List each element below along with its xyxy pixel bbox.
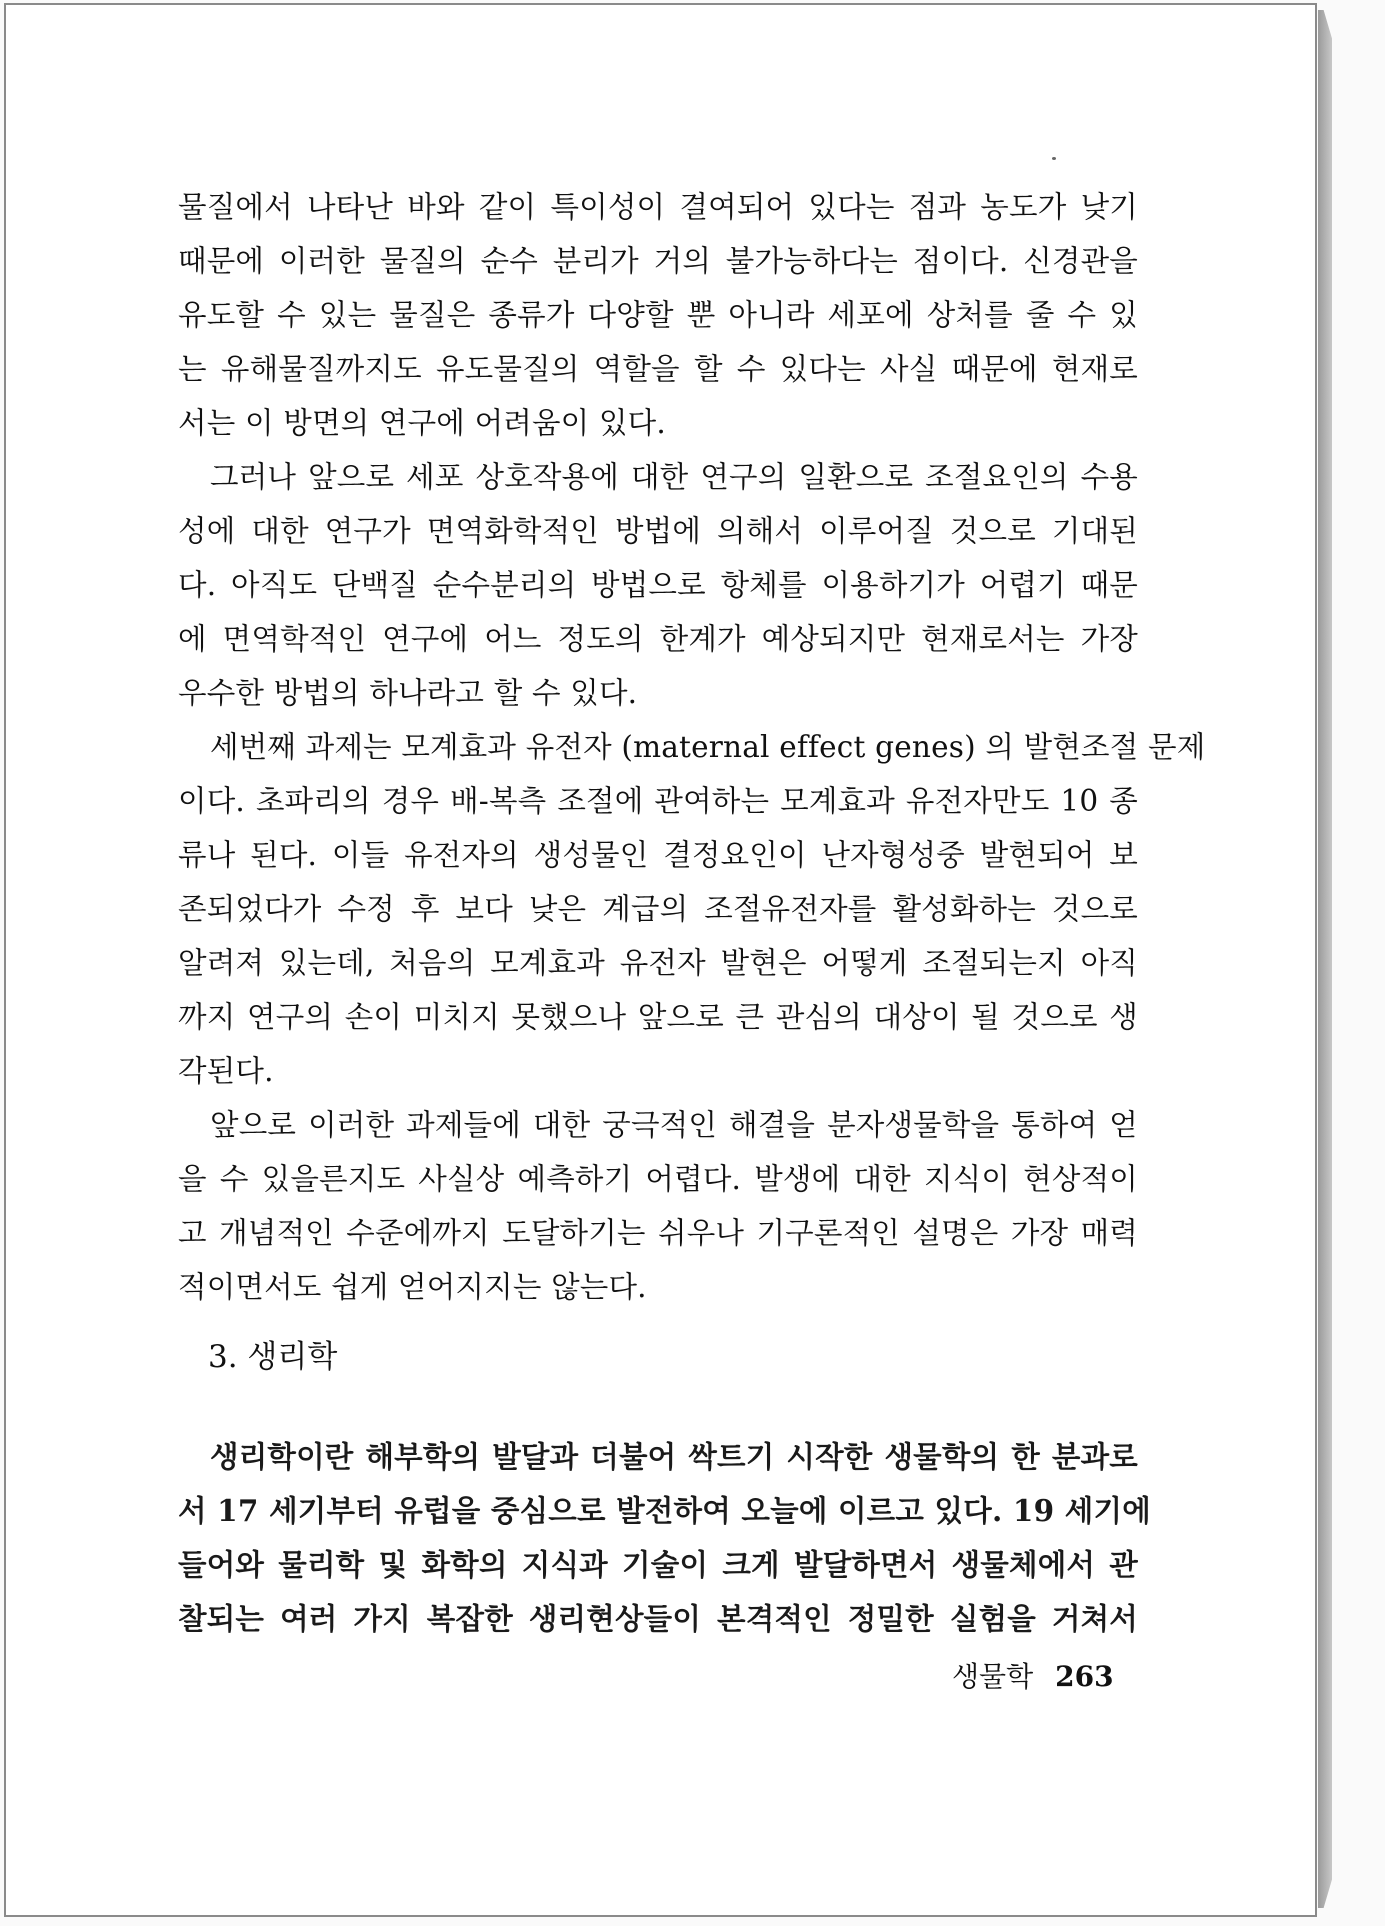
section-paragraph	[178, 1430, 1151, 1646]
page-footer	[952, 1650, 1114, 1704]
print-speck	[1052, 157, 1056, 160]
text-line: 다. 아직도 단백질 순수분리의 방법으로 항체를 이용하기가 어렵기 때문	[178, 568, 1138, 602]
text-line: 물질에서 나타난 바와 같이 특이성이 결여되어 있다는 점과 농도가 낮기	[178, 190, 1138, 224]
text-line: 까지 연구의 손이 미치지 못했으나 앞으로 큰 관심의 대상이 될 것으로 생	[178, 1000, 1138, 1034]
text-line: 서 17 세기부터 유럽을 중심으로 발전하여 오늘에 이르고 있다. 19 세기에	[178, 1493, 1151, 1528]
paragraph-2	[178, 450, 1138, 720]
text-line: 알려져 있는데, 처음의 모계효과 유전자 발현은 어떻게 조절되는지 아직	[178, 946, 1138, 980]
text-line: 이다. 초파리의 경우 배-복측 조절에 관여하는 모계효과 유전자만도 10 종	[178, 784, 1138, 818]
text-line: 들어와 물리학 및 화학의 지식과 기술이 크게 발달하면서 생물체에서 관	[178, 1547, 1138, 1582]
text-line: 때문에 이러한 물질의 순수 분리가 거의 불가능하다는 점이다. 신경관을	[178, 244, 1138, 278]
text-line: 서는 이 방면의 연구에 어려움이 있다.	[178, 406, 666, 440]
page-edge-stack	[1318, 10, 1332, 1908]
text-line: 을 수 있을른지도 사실상 예측하기 어렵다. 발생에 대한 지식이 현상적이	[178, 1162, 1138, 1196]
text-line: 앞으로 이러한 과제들에 대한 궁극적인 해결을 분자생물학을 통하여 얻	[210, 1108, 1138, 1142]
text-line: 에 면역학적인 연구에 어느 정도의 한계가 예상되지만 현재로서는 가장	[178, 622, 1138, 656]
text-line: 유도할 수 있는 물질은 종류가 다양할 뿐 아니라 세포에 상처를 줄 수 있	[178, 298, 1138, 332]
paragraph-4	[178, 1098, 1138, 1314]
text-line: 류나 된다. 이들 유전자의 생성물인 결정요인이 난자형성중 발현되어 보	[178, 838, 1138, 872]
text-line: 그러나 앞으로 세포 상호작용에 대한 연구의 일환으로 조절요인의 수용	[210, 460, 1138, 494]
paragraph-3	[178, 720, 1206, 1098]
text-line: 생리학이란 해부학의 발달과 더불어 싹트기 시작한 생물학의 한 분과로	[210, 1439, 1138, 1474]
body-text	[178, 180, 1206, 1314]
page-number: 263	[1055, 1660, 1114, 1693]
text-line: 성에 대한 연구가 면역화학적인 방법에 의해서 이루어질 것으로 기대된	[178, 514, 1138, 548]
section-heading: 3. 생리학	[208, 1339, 338, 1375]
paragraph-1	[178, 180, 1138, 450]
text-line: 적이면서도 쉽게 얻어지지는 않는다.	[178, 1270, 647, 1304]
text-line: 찰되는 여러 가지 복잡한 생리현상들이 본격적인 정밀한 실험을 거쳐서	[178, 1601, 1138, 1636]
text-line: 존되었다가 수정 후 보다 낮은 계급의 조절유전자를 활성화하는 것으로	[178, 892, 1138, 926]
text-line: 는 유해물질까지도 유도물질의 역할을 할 수 있다는 사실 때문에 현재로	[178, 352, 1138, 386]
running-title: 생물학	[952, 1660, 1034, 1693]
text-line: 우수한 방법의 하나라고 할 수 있다.	[178, 676, 638, 710]
text-line: 고 개념적인 수준에까지 도달하기는 쉬우나 기구론적인 설명은 가장 매력	[178, 1216, 1138, 1250]
text-line: 각된다.	[178, 1054, 274, 1088]
text-line: 세번째 과제는 모계효과 유전자 (maternal effect genes) 의 발현조절 문제	[210, 730, 1206, 764]
